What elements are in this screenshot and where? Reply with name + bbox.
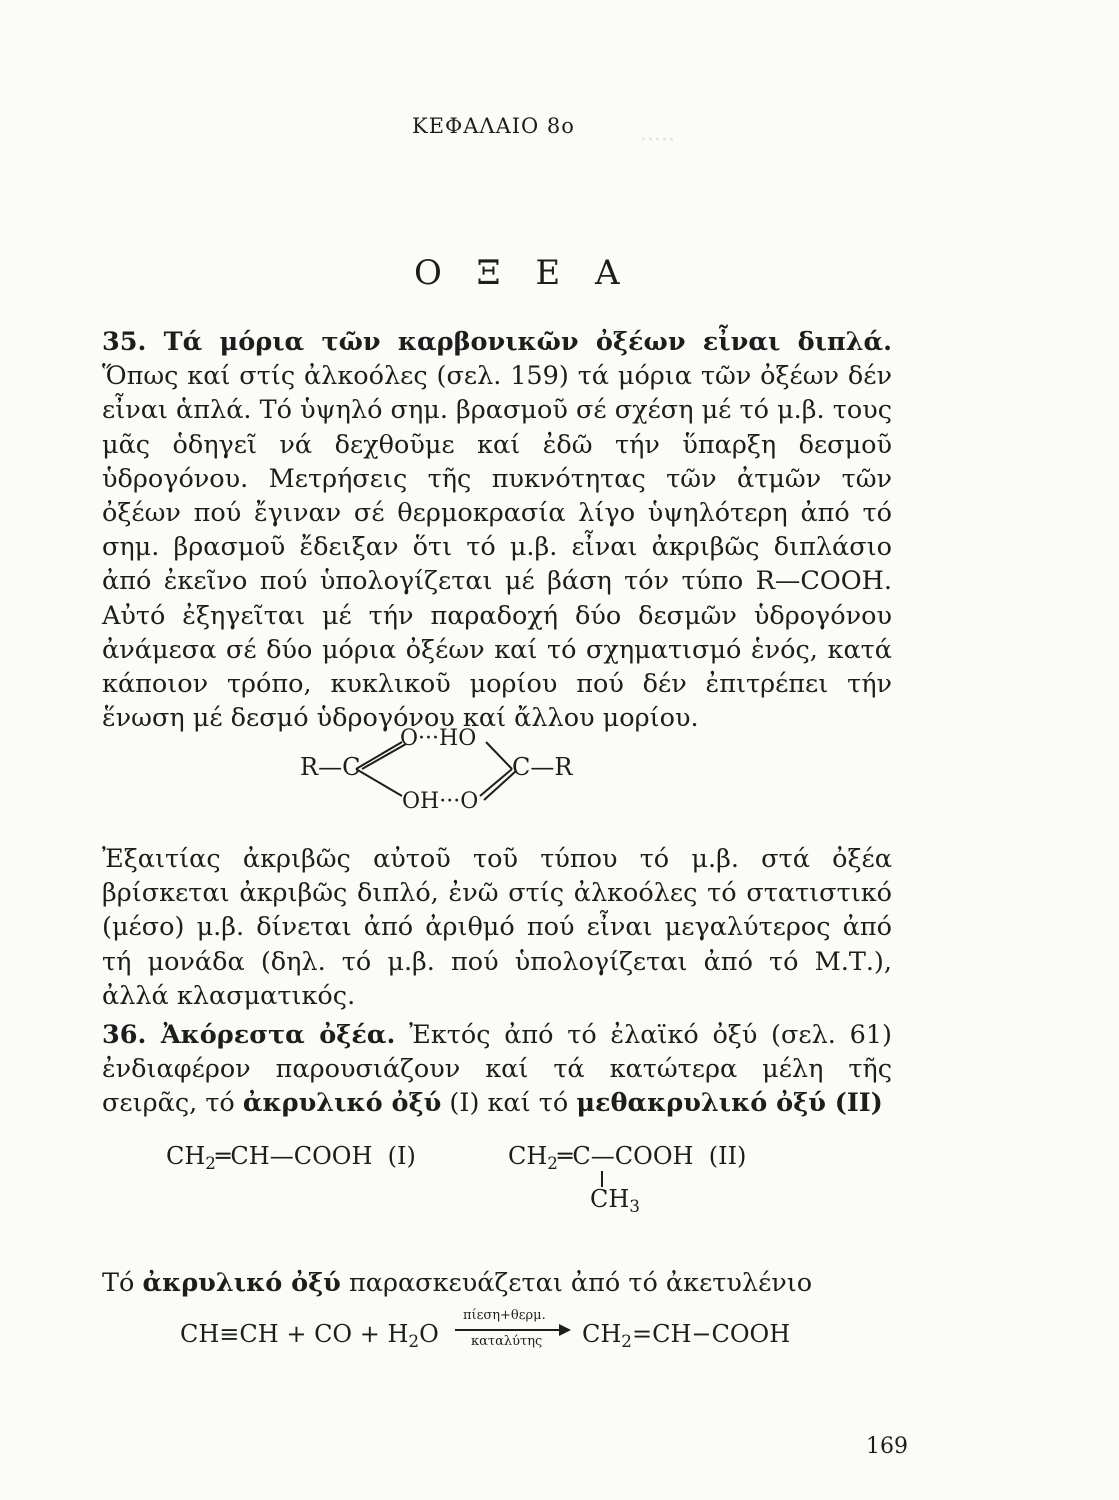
section-35-continuation: Ἐξαιτίας ἀκριβῶς αὐτοῦ τοῦ τύπου τό μ.β. στά ὀξέα βρίσκεται ἀκριβῶς διπλό, ἐνῶ στίς ἀλκοόλες τό στατιστικό (μέσο) μ.β. δίνεται ἀπό ἀριθμό πού εἶναι μεγαλύτερος ἀπό τή μονάδα (δηλ. τό μ.β. πού ὑπολογίζεται ἀπό τό Μ.Τ.), ἀλλά κλασματικός. [102, 844, 892, 1011]
methacrylic-acid-formula: $CH_2═C—COOH$ (ΙΙ) [508, 1142, 747, 1174]
dimer-right-group: C—R [512, 753, 573, 781]
acrylic-acid-term-2: ἀκρυλικό ὀξύ [142, 1268, 341, 1298]
page-title: Ο Ξ Ε Α [414, 253, 632, 293]
section-36-paragraph: 36. Ἀκόρεστα ὀξέα. Ἐκτός ἀπό τό ἐλαϊκό ὀξύ (σελ. 61) ἐνδιαφέρον παρουσιάζουν καί τά κατώτερα μέλη τῆς σειρᾶς, τό ἀκρυλικό ὀξύ (Ι) καί τό μεθακρυλικό ὀξύ (ΙΙ) [102, 1020, 892, 1119]
formula-label-2: (ΙΙ) [708, 1142, 747, 1170]
formula-label-1: (Ι) [387, 1142, 416, 1170]
bleed-through: ····· [640, 128, 675, 153]
section-36-heading: 36. Ἀκόρεστα ὀξέα. [102, 1020, 396, 1050]
acid-dimer-structure [290, 718, 610, 818]
section-35-heading: 35. Τά μόρια τῶν καρβονικῶν ὀξέων εἶναι διπλά. [102, 327, 892, 357]
methacrylic-acid-term: μεθακρυλικό ὀξύ (ΙΙ) [576, 1088, 883, 1119]
arrow-condition-above: πίεση+θερμ. [463, 1308, 546, 1323]
arrow-condition-below: καταλύτης [471, 1334, 543, 1349]
methyl-branch: $CH_3$ [590, 1185, 640, 1217]
reaction-reactants: CH≡CH + CO + $H_2O$ [180, 1320, 439, 1352]
dimer-top-bridge: O···HO [400, 726, 477, 751]
reaction-product: $CH_2=CH-COOH$ [582, 1320, 791, 1352]
dimer-bottom-bridge: OH···O [402, 789, 479, 814]
section-35-paragraph [102, 325, 892, 735]
chapter-header: ΚΕΦΑΛΑΙΟ 8ο [412, 114, 575, 138]
page-number: 169 [866, 1434, 908, 1459]
reaction-arrow [455, 1308, 575, 1348]
dimer-left-group: R—C [300, 753, 361, 781]
section-35-text: Ὅπως καί στίς ἀλκοόλες (σελ. 159) τά μόρια τῶν ὀξέων δέν εἶναι ἁπλά. Τό ὑψηλό σημ. βρασμοῦ σέ σχέση μέ τό μ.β. τους μᾶς ὁδηγεῖ νά δεχθοῦμε καί ἐδῶ τήν ὕπαρξη δεσμοῦ ὑδρογόνου. Μετρήσεις τῆς πυκνότητας τῶν ἀτμῶν τῶν ὀξέων πού ἔγιναν σέ θερμοκρασία λίγο ὑψηλότερη ἀπό τό σημ. βρασμοῦ ἔδειξαν ὅτι τό μ.β. εἶναι ἀκριβῶς διπλάσιο ἀπό ἐκεῖνο πού ὑπολογίζεται μέ βάση τόν τύπο R—COOH. Αὐτό ἐξηγεῖται μέ τήν παραδοχή δύο δεσμῶν ὑδρογόνου ἀνάμεσα σέ δύο μόρια ὀξέων καί τό σχηματισμό ἑνός, κατά κάποιον τρόπο, κυκλικοῦ μορίου πού δέν ἐπιτρέπει τήν ἕνωση μέ δεσμό ὑδρογόνου καί ἄλλου μορίου. [102, 361, 892, 734]
acrylic-acid-formula: $CH_2═CH—COOH$ (Ι) [166, 1142, 416, 1174]
acrylic-acid-term: ἀκρυλικό ὀξύ [242, 1088, 442, 1119]
acrylic-preparation-line: Τό ἀκρυλικό ὀξύ παρασκευάζεται ἀπό τό ἀκετυλένιο [102, 1268, 813, 1298]
